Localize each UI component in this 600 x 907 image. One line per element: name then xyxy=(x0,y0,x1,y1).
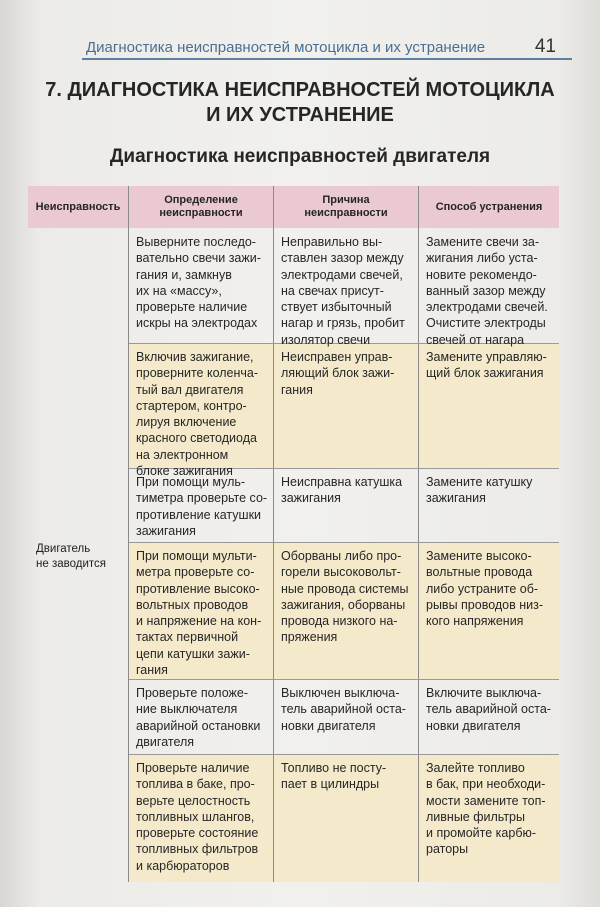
row-6-remedy: Залейте топливо в бак, при необходи- мости замените топ- ливные фильтры и промойте карбю- раторы xyxy=(426,761,546,857)
row-3-cause: Неисправна катушка зажигания xyxy=(281,475,403,506)
row-2-cause: Неисправен управ- ляющий блок зажи- гания xyxy=(281,350,395,397)
row-6-cause: Топливо не посту- пает в цилиндры xyxy=(281,761,387,792)
row-6-determination: Проверьте наличие топлива в баке, про- верьте целостность топливных шлангов, проверьте состояние топливных фильтров и карбюраторов xyxy=(136,761,259,873)
header-fault: Неисправность xyxy=(28,186,128,228)
row-5-determination: Проверьте положе- ние выключателя аварийной остановки двигателя xyxy=(136,686,261,749)
row-3-determination: При помощи муль- тиметра проверьте со- противление катушки зажигания xyxy=(136,475,268,538)
row-2-determination: Включив зажигание, проверните коленча- тый вал двигателя стартером, контро- лируя включение красного светодиода на электронном блоке зажигания xyxy=(136,350,259,479)
row-4-cause: Оборваны либо про- горели высоковольт- ные провода системы зажигания, оборваны провода низкого на- пряжения xyxy=(281,549,409,645)
row-1-cause: Неправильно вы- ставлен зазор между электродами свечей, на свечах присут- ствует избыточный нагар и грязь, пробит изолятор свечи xyxy=(281,235,405,347)
row-3-remedy: Замените катушку зажигания xyxy=(426,475,533,506)
row-5-cause: Выключен выключа- тель аварийной оста- новки двигателя xyxy=(281,686,406,733)
chapter-title xyxy=(30,78,570,128)
header-determination: Определение неисправности xyxy=(129,186,273,228)
row-5-remedy: Включите выключа- тель аварийной оста- новки двигателя xyxy=(426,686,551,733)
running-head-title: Диагностика неисправностей мотоцикла и их устранение xyxy=(86,39,486,56)
row-1-determination: Выверните последо- вательно свечи зажи- гания и, замкнув их на «массу», проверьте наличие искры на электродах xyxy=(136,235,261,331)
section-title: Диагностика неисправностей двигателя xyxy=(109,146,491,167)
diagnostics-table xyxy=(28,186,559,882)
row-4-determination: При помощи мульти- метра проверьте со- противление высоко- вольтных проводов и напряжение на кон- тактах первичной цепи катушки зажи- гания xyxy=(136,549,262,678)
header-cause: Причина неисправности xyxy=(274,186,418,228)
chapter-title-line-2: И ИХ УСТРАНЕНИЕ xyxy=(206,104,394,126)
fault-cell: Двигатель не заводится xyxy=(36,543,106,570)
row-2-remedy: Замените управляю- щий блок зажигания xyxy=(426,350,547,381)
running-head xyxy=(82,36,572,60)
header-remedy: Способ устранения xyxy=(419,186,559,228)
row-1-remedy: Замените свечи за- жигания либо уста- новите рекомендо- ванный зазор между электродами свечей. Очистите электроды свечей от нагара xyxy=(426,235,548,347)
chapter-title-line-1: 7. ДИАГНОСТИКА НЕИСПРАВНОСТЕЙ МОТОЦИКЛА xyxy=(45,79,555,101)
page-number: 41 xyxy=(534,36,556,57)
row-4-remedy: Замените высоко- вольтные провода либо устраните об- рывы проводов низ- кого напряжения xyxy=(426,549,544,629)
